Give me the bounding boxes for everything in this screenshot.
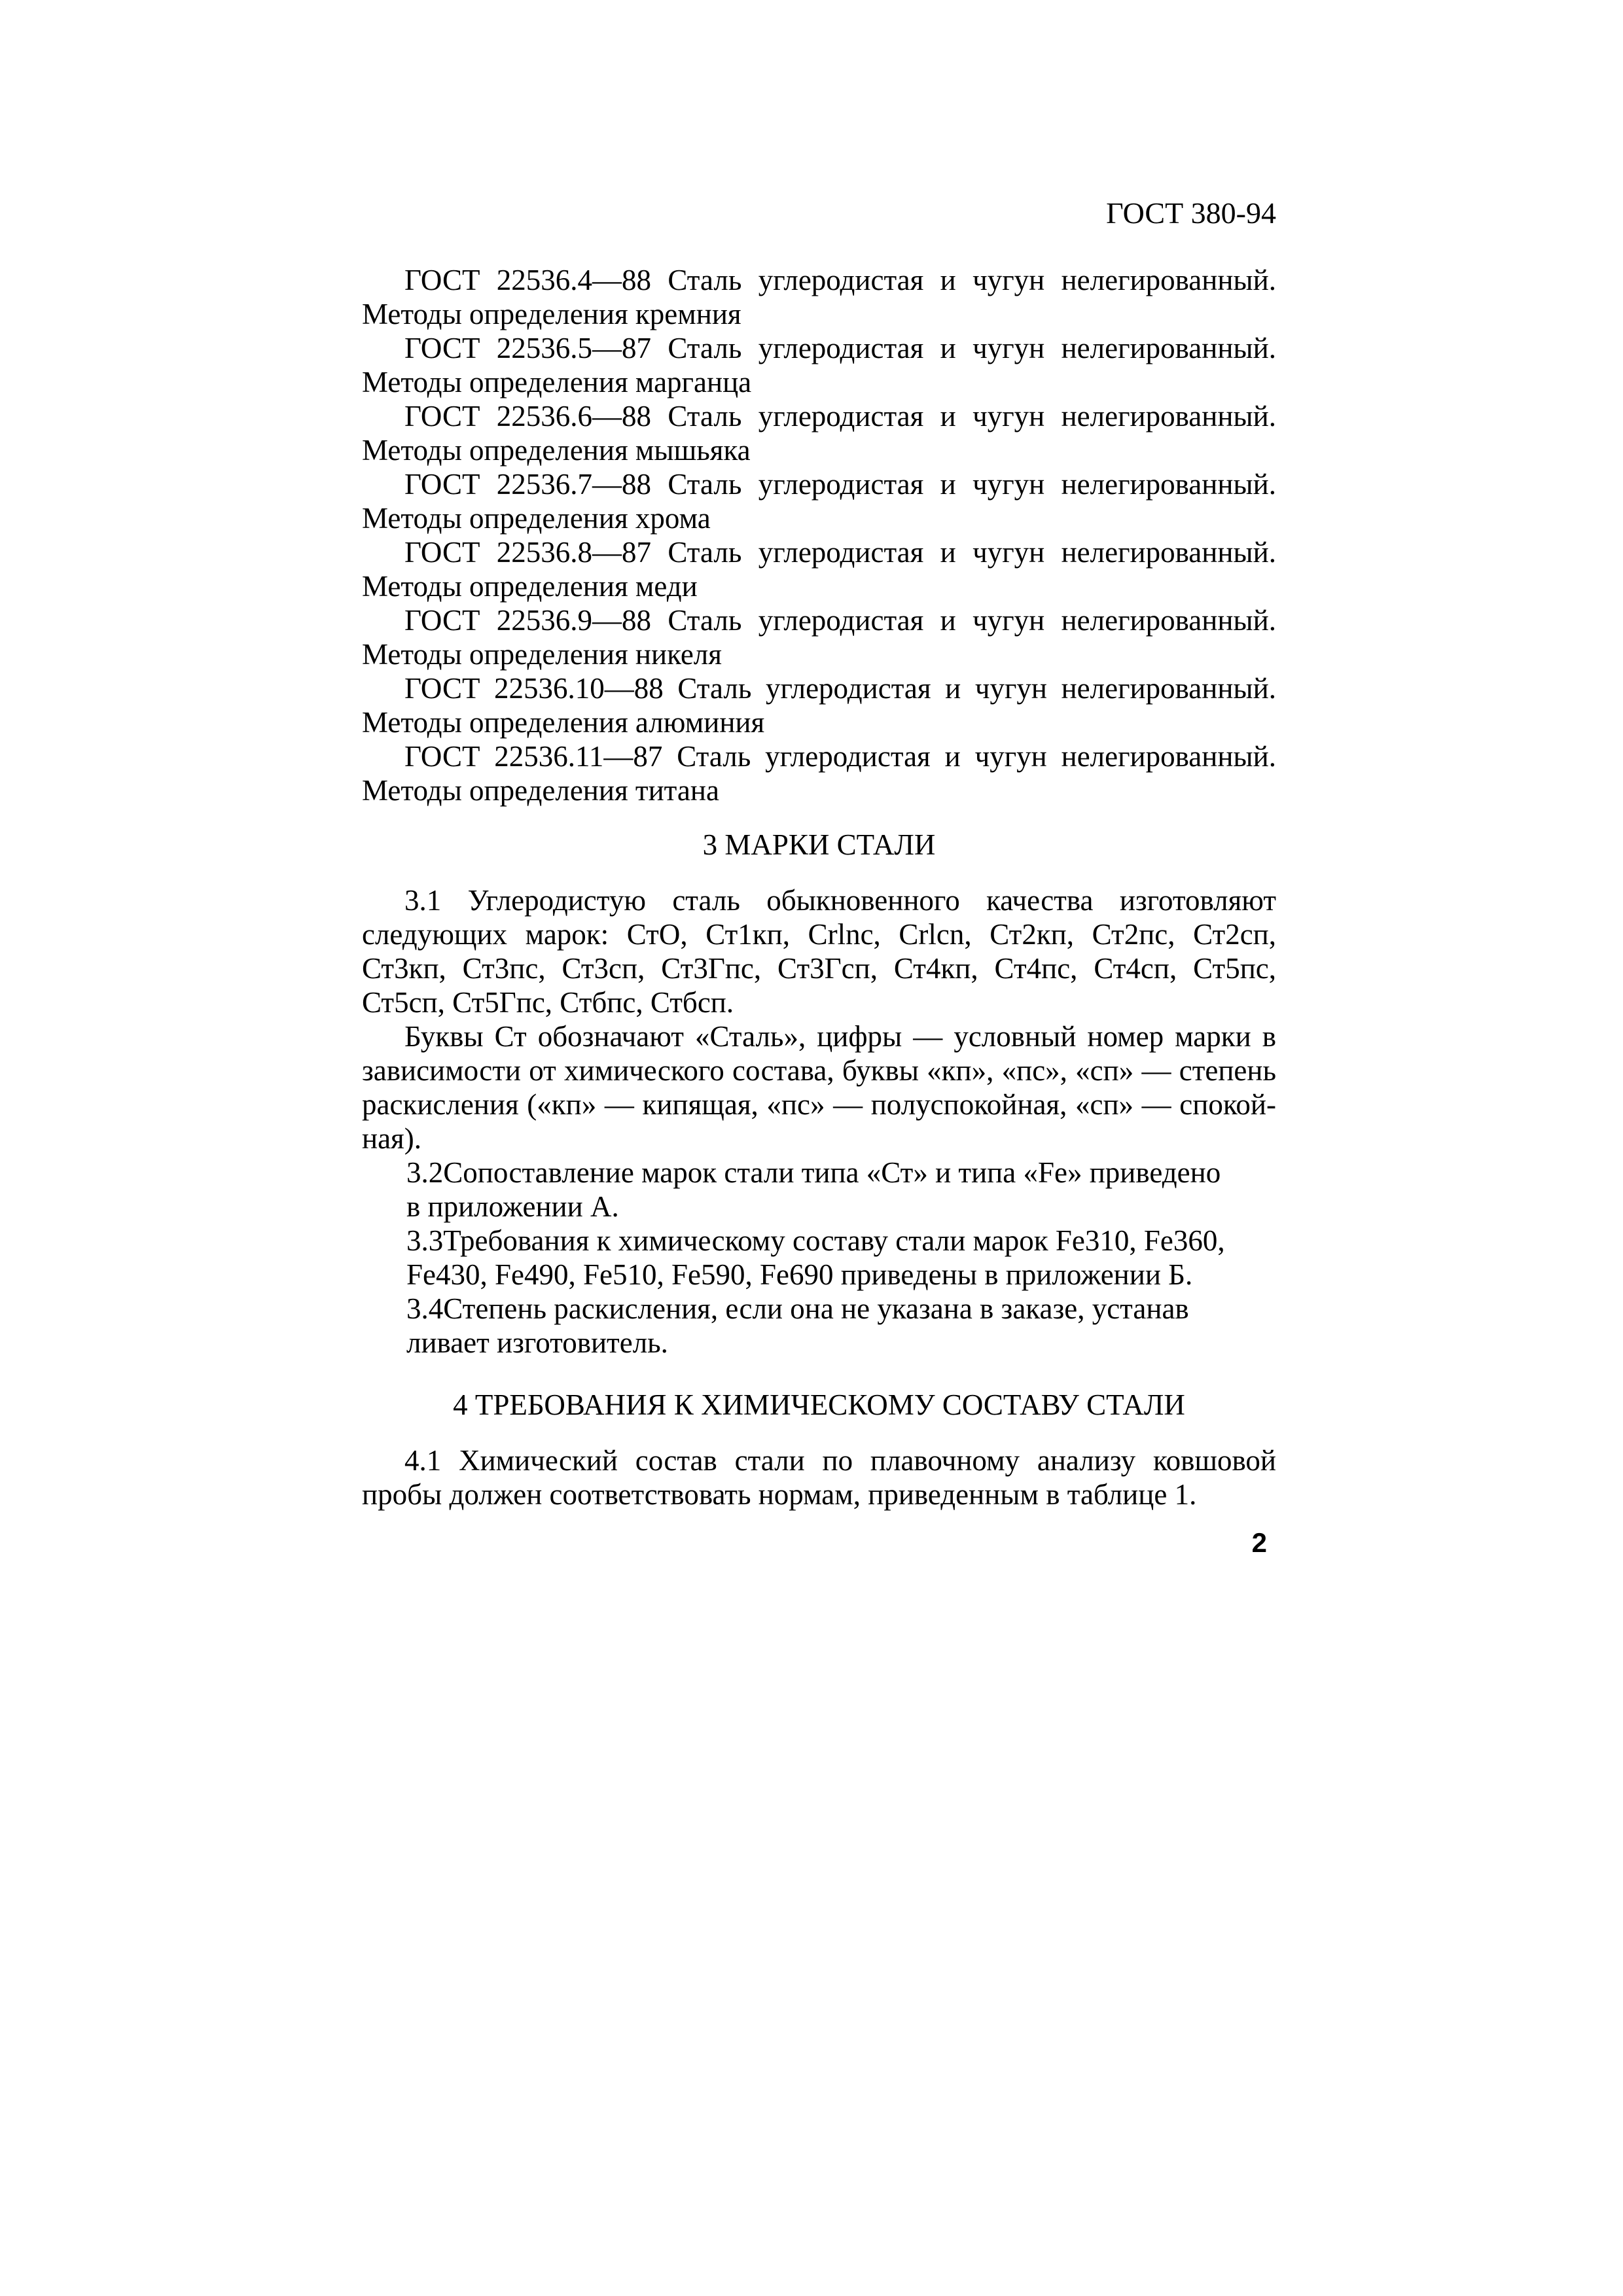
text-line: Методы определения мышьяка bbox=[362, 434, 751, 467]
text-line: следующих марок: СтО, Ст1кп, Crlnc, Crlcn, Ст2кп, Ст2пс, Ст2сп, bbox=[362, 918, 1276, 951]
paragraph bbox=[362, 603, 1276, 671]
section-heading: 4 ТРЕБОВАНИЯ К ХИМИЧЕСКОМУ СОСТАВУ СТАЛИ bbox=[453, 1388, 1185, 1421]
text-line: 4.1 Химический состав стали по плавочному анализу ковшовой bbox=[404, 1444, 1276, 1477]
text-line: 3.4Степень раскисления, если она не указана в заказе, устанав bbox=[406, 1292, 1189, 1325]
text-line: Fe430, Fe490, Fe510, Fe590, Fe690 приведены в приложении Б. bbox=[406, 1258, 1193, 1291]
paragraph bbox=[362, 671, 1276, 739]
paragraph bbox=[362, 467, 1276, 535]
text-line: ГОСТ 22536.9—88 Сталь углеродистая и чугун нелегированный. bbox=[404, 604, 1276, 637]
text-column bbox=[362, 196, 1276, 1560]
text-line: ГОСТ 22536.4—88 Сталь углеродистая и чугун нелегированный. bbox=[404, 264, 1276, 296]
text-line: ГОСТ 22536.7—88 Сталь углеродистая и чугун нелегированный. bbox=[404, 468, 1276, 501]
paragraph bbox=[362, 1156, 1276, 1360]
text-line: 3.2Сопоставление марок стали типа «Ст» и типа «Fe» приведено bbox=[406, 1156, 1221, 1189]
page-number: 2 bbox=[1251, 1527, 1267, 1558]
text-line: пробы должен соответствовать нормам, приведенным в таблице 1. bbox=[362, 1478, 1197, 1511]
text-line: Методы определения кремния bbox=[362, 298, 741, 330]
text-line: ГОСТ 22536.8—87 Сталь углеродистая и чугун нелегированный. bbox=[404, 536, 1276, 569]
paragraph bbox=[362, 739, 1276, 807]
text-line: Методы определения хрома bbox=[362, 502, 711, 535]
text-line: 3.3Требования к химическому составу стали марок Fe310, Fe360, bbox=[406, 1224, 1225, 1257]
text-line: Методы определения алюминия bbox=[362, 706, 765, 739]
text-line: Ст5сп, Ст5Гпс, Стбпс, Стбсп. bbox=[362, 986, 734, 1019]
text-line: Методы определения марганца bbox=[362, 366, 752, 398]
paragraph bbox=[362, 1443, 1276, 1511]
paragraph bbox=[362, 263, 1276, 331]
text-line: ная). bbox=[362, 1122, 421, 1155]
text-line: ГОСТ 22536.5—87 Сталь углеродистая и чугун нелегированный. bbox=[404, 332, 1276, 364]
paragraph bbox=[362, 331, 1276, 399]
paragraph bbox=[362, 535, 1276, 603]
text-line: в приложении А. bbox=[406, 1190, 619, 1223]
section-heading: 3 МАРКИ СТАЛИ bbox=[702, 828, 936, 861]
text-line: ГОСТ 22536.6—88 Сталь углеродистая и чугун нелегированный. bbox=[404, 400, 1276, 433]
text-line: Ст3кп, Ст3пс, Ст3сп, Ст3Гпс, Ст3Гсп, Ст4кп, Ст4пс, Ст4сп, Ст5пс, bbox=[362, 952, 1276, 985]
document-content bbox=[362, 263, 1276, 1511]
text-line: ливает изготовитель. bbox=[406, 1326, 668, 1359]
text-line: раскисления («кп» — кипящая, «пс» — полуспокойная, «сп» — спокой- bbox=[362, 1088, 1276, 1121]
doc-number-header: ГОСТ 380-94 bbox=[1106, 196, 1276, 230]
text-line: ГОСТ 22536.11—87 Сталь углеродистая и чугун нелегированный. bbox=[404, 740, 1276, 773]
paragraph bbox=[362, 399, 1276, 467]
text-line: ГОСТ 22536.10—88 Сталь углеродистая и чугун нелегированный. bbox=[404, 672, 1276, 705]
text-line: 3.1 Углеродистую сталь обыкновенного качества изготовляют bbox=[404, 884, 1276, 917]
text-line: Буквы Ст обозначают «Сталь», цифры — условный номер марки в bbox=[404, 1020, 1276, 1053]
paragraph bbox=[362, 1019, 1276, 1156]
paragraph bbox=[362, 883, 1276, 1019]
text-line: зависимости от химического состава, буквы «кп», «пс», «сп» — степень bbox=[362, 1054, 1276, 1087]
text-line: Методы определения меди bbox=[362, 570, 698, 603]
text-line: Методы определения никеля bbox=[362, 638, 722, 671]
text-line: Методы определения титана bbox=[362, 774, 719, 807]
